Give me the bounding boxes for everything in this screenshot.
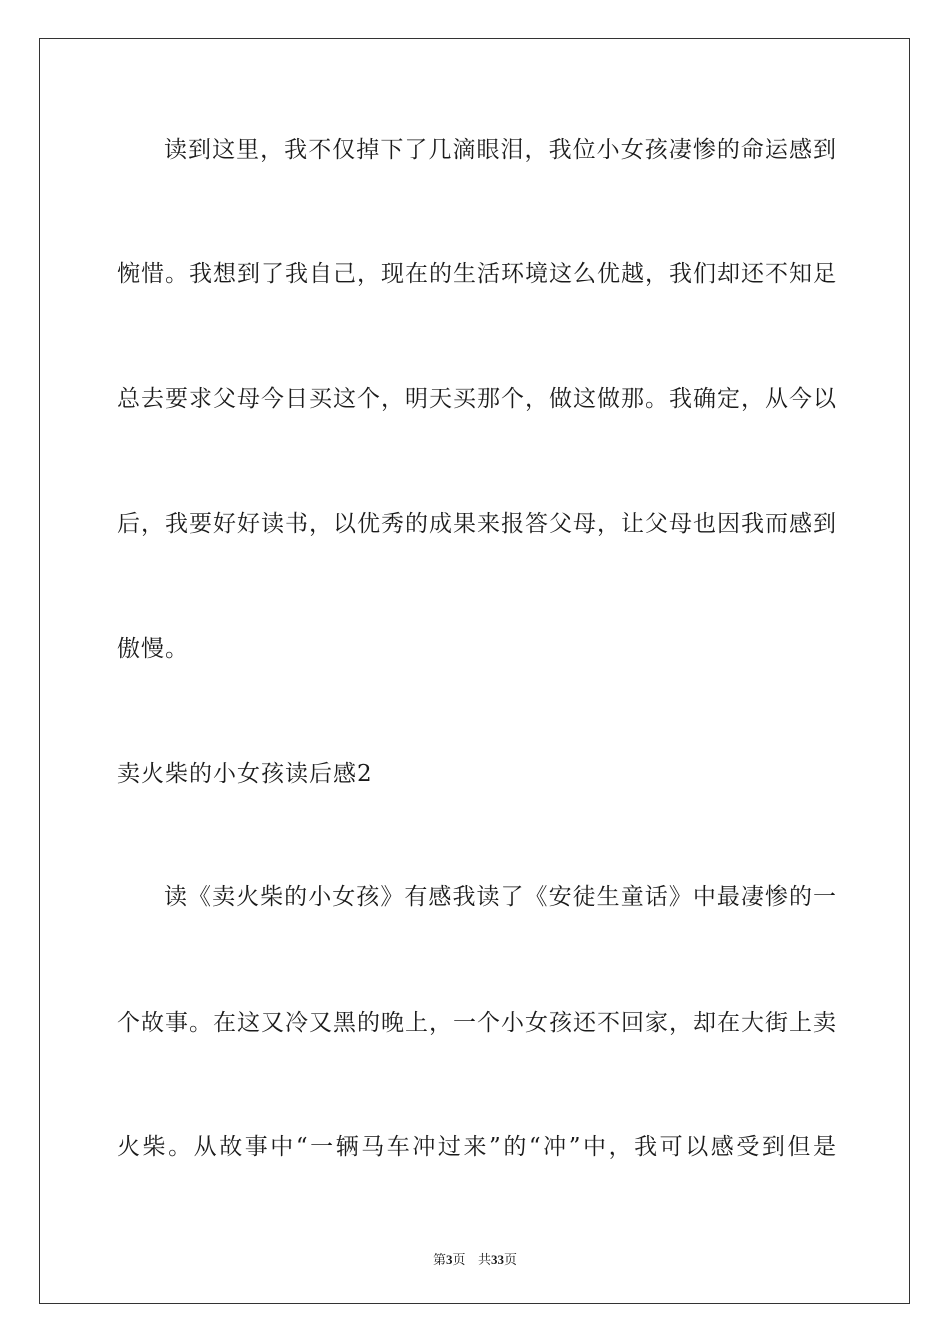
paragraph-line: 个故事。在这又冷又黑的晚上，一个小女孩还不回家，却在大街上卖 [117,1010,837,1036]
page-prefix: 第 [433,1253,447,1268]
paragraph-line: 总去要求父母今日买这个，明天买那个，做这做那。我确定，从今以 [117,386,837,412]
page-footer [0,1249,950,1268]
total-prefix: 共 [477,1253,491,1268]
page-number: 3 [446,1252,453,1267]
page-suffix: 页 [452,1253,466,1268]
page-border [39,38,910,1304]
total-pages: 33 [490,1252,504,1267]
paragraph-line: 读《卖火柴的小女孩》有感我读了《安徒生童话》中最凄惨的一 [164,884,837,910]
paragraph-line: 后，我要好好读书，以优秀的成果来报答父母，让父母也因我而感到 [117,511,837,537]
paragraph-line: 傲慢。 [117,636,189,662]
paragraph-line: 火柴。从故事中“一辆马车冲过来”的“冲”中，我可以感受到但是 [117,1134,837,1160]
total-suffix: 页 [503,1253,517,1268]
paragraph-line: 读到这里，我不仅掉下了几滴眼泪，我位小女孩凄惨的命运感到 [164,137,837,163]
paragraph-line: 惋惜。我想到了我自己，现在的生活环境这么优越，我们却还不知足 [117,261,837,287]
section-heading: 卖火柴的小女孩读后感2 [117,761,373,787]
